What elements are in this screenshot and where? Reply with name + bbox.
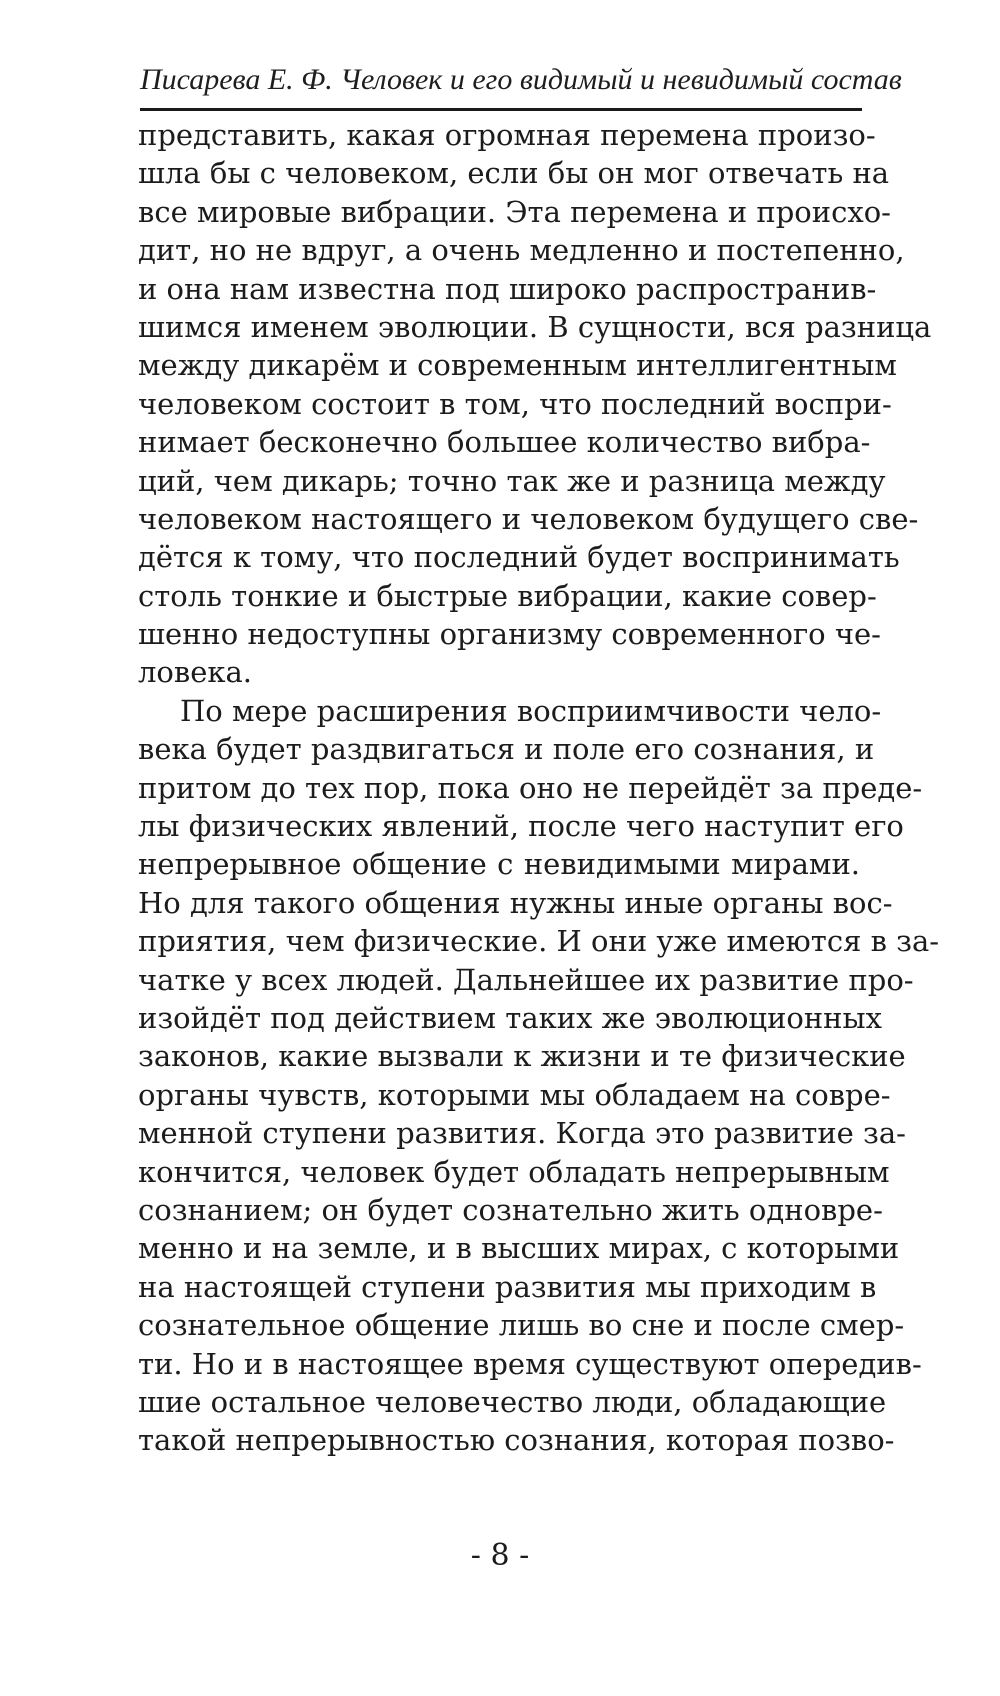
text-line: менной ступени развития. Когда это развитие за- <box>138 1116 906 1151</box>
text-line: представить, какая огромная перемена произо- <box>138 118 876 152</box>
text-line: приятия, чем физические. И они уже имеются в за- <box>138 924 940 959</box>
text-line: шимся именем эволюции. В сущности, вся разница <box>138 309 932 344</box>
text-line: притом до тех пор, пока оно не перейдёт за преде- <box>138 770 923 805</box>
text-line: изойдёт под действием таких же эволюционных <box>138 1000 882 1035</box>
text-line: менно и на земле, и в высших мирах, с которыми <box>138 1231 900 1266</box>
running-head: Писарева Е. Ф. Человек и его видимый и невидимый состав <box>140 63 902 96</box>
text-line: шла бы с человеком, если бы он мог отвечать на <box>138 156 890 191</box>
text-line: кончится, человек будет обладать непрерывным <box>138 1154 890 1189</box>
text-line: дётся к тому, что последний будет воспринимать <box>138 540 900 575</box>
text-line: нимает бесконечно большее количество вибра- <box>138 425 871 460</box>
text-line: на настоящей ступени развития мы приходим в <box>138 1269 877 1304</box>
text-line: и она нам известна под широко распространив- <box>138 271 877 306</box>
text-line: законов, какие вызвали к жизни и те физические <box>138 1039 906 1074</box>
text-line: Но для такого общения нужны иные органы вос- <box>138 885 893 920</box>
text-line: века будет раздвигаться и поле его сознания, и <box>138 732 875 767</box>
text-line: все мировые вибрации. Эта перемена и происхо- <box>138 194 891 229</box>
text-line: органы чувств, которыми мы обладаем на совре- <box>138 1077 891 1112</box>
text-line: человеком настоящего и человеком будущего све- <box>138 501 919 536</box>
text-line: ти. Но и в настоящее время существуют опередив- <box>138 1346 922 1381</box>
text-line: между дикарём и современным интеллигентным <box>138 348 897 383</box>
paragraph-end-line: ловека. <box>138 655 253 690</box>
text-line: столь тонкие и быстрые вибрации, какие совер- <box>138 578 877 613</box>
text-line: непрерывное общение с невидимыми мирами. <box>138 847 860 882</box>
text-line: дит, но не вдруг, а очень медленно и постепенно, <box>138 233 905 268</box>
header-rule <box>140 108 862 111</box>
text-line: сознательное общение лишь во сне и после смер- <box>138 1308 905 1343</box>
body-text <box>138 116 940 1460</box>
text-line: сознанием; он будет сознательно жить одновре- <box>138 1192 883 1227</box>
text-line: чатке у всех людей. Дальнейшее их развитие про- <box>138 962 914 997</box>
page-number: - 8 - <box>470 1538 530 1573</box>
text-line: шие остальное человечество люди, обладающие <box>138 1384 887 1419</box>
text-line: шенно недоступны организму современного че- <box>138 617 881 652</box>
text-line: ций, чем дикарь; точно так же и разница между <box>138 463 886 498</box>
text-line: человеком состоит в том, что последний воспри- <box>138 386 892 421</box>
text-line: такой непрерывностью сознания, которая позво- <box>138 1423 895 1458</box>
paragraph-first-line: По мере расширения восприимчивости чело- <box>180 693 882 728</box>
text-line: лы физических явлений, после чего наступит его <box>138 809 904 844</box>
